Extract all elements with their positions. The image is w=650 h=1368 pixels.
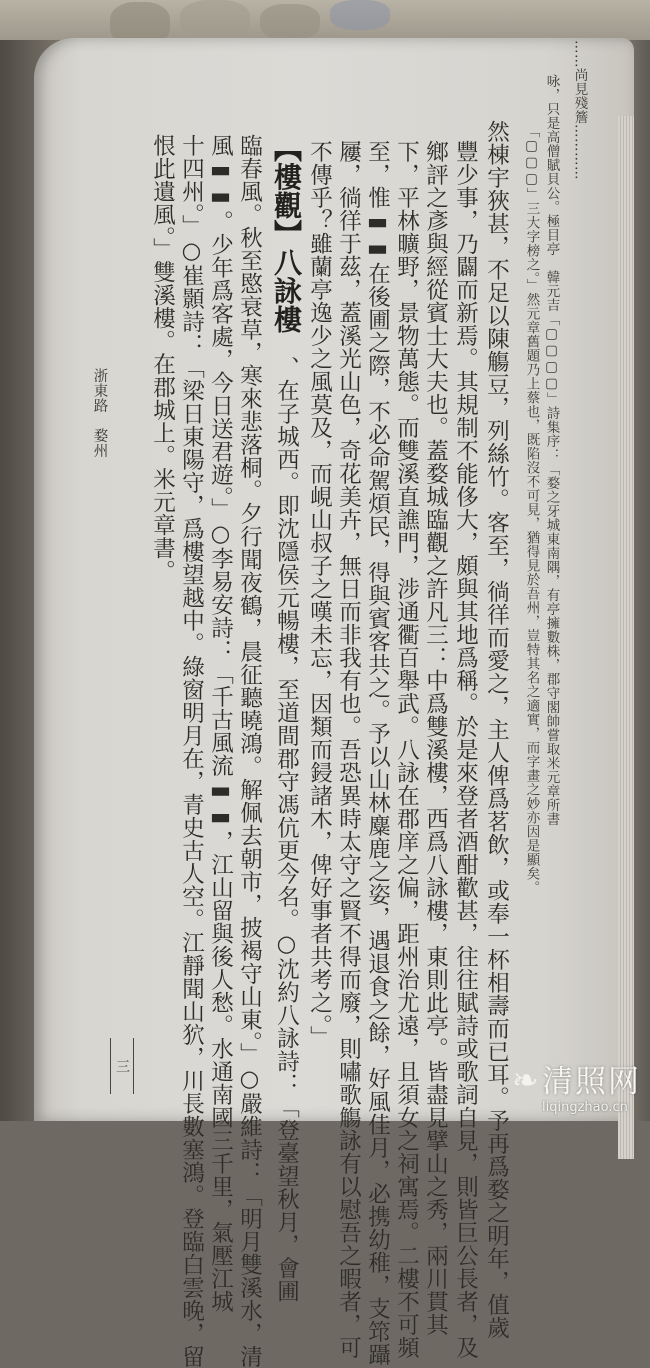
text-column-fragment: ……尚見殘簷………… — [571, 40, 588, 180]
section-heading: 【樓觀】八詠樓 — [270, 134, 303, 334]
running-head: 浙東路 婺州 — [91, 368, 108, 458]
text-column-5: 鄉評之彥與經從賓士大夫也。蓋婺城臨觀之許凡三：中爲雙溪樓，西爲八詠樓，東則此亭。皆盡見擘山之秀，兩川貫其 — [422, 140, 449, 1336]
text-column-9: 不傳乎？雖蘭亭逸少之風莫及，而峴山叔子之嘆未忘，因類而鋟諸木，俾好事者共考之。」 — [306, 140, 333, 1049]
text-column-3: 然棟宇狹甚，不足以陳觴豆，列絲竹。客至，徜徉而愛之，主人俾爲茗飲，或奉一杯相壽而已耳。予再爲婺之明年，值歲 — [483, 120, 510, 1339]
bg-figure — [260, 4, 320, 40]
page-edge — [618, 116, 634, 1159]
watermark-logo: 清照网 — [542, 1064, 641, 1100]
watermark — [508, 1056, 650, 1120]
text-column-1: 咏，只是高僧賦貝公。極目亭 韓元吉「▢▢▢▢」詩集序：「婺之牙城東南隅，有亭擁數株，郡守閣帥嘗取米元章所書 — [543, 74, 560, 826]
page-number — [110, 1038, 134, 1094]
text-column-14: 恨此遺風。」雙溪樓。在郡城上。米元章書。 — [149, 134, 176, 583]
text-column-6: 下，平林曠野，景物萬態。而雙溪直譙門，涉通衢百舉武。八詠在郡庠之偏，距州治尤遠，且須女之祠寓焉。二樓不可頻 — [393, 140, 420, 1359]
text-column-11: 臨春風。秋至愍衰草，寒來悲落桐。夕行聞夜鶴，晨征聽曉鴻。解佩去朝市，披褐守山東。」○嚴維詩：「明月雙溪水，清 — [236, 134, 263, 1368]
book-page — [34, 38, 634, 1368]
text-column-13: 十四州。」○崔顥詩：「梁日東陽守，爲樓望越中。綠窗明月在，青史古人空。江靜聞山狖，川長數塞鴻。登臨白雲晚，留 — [178, 134, 205, 1368]
bg-figure — [180, 0, 250, 40]
text-column-8: 屨，徜徉于茲，蓋溪光山色，奇花美卉，無日而非我有也。吾恐異時太守之賢不得而廢，則嘯歌觴詠有以慰吾之暇者，可 — [335, 140, 362, 1359]
text-column-2: 「▢▢▢」三大字榜之。」然元章舊題乃上蔡也，既陷沒不可見，猶得見於吾州，豈特其名之適實，而字畫之妙亦因是顯矣。 — [523, 124, 540, 895]
feather-icon: ❧ — [512, 1061, 539, 1099]
watermark-url: liqingzhao.cn — [542, 1100, 628, 1115]
text-column-4: 豐少事，乃闢而新焉。其規制不能侈大，頗與其地爲稱。於是來登者酒酣歡甚，往往賦詩或歌詞自見，則皆巨公長者，及 — [452, 140, 479, 1359]
text-column-7: 至，惟▬▬在後圃之際，不必命駕煩民，得與賓客共之。予以山林麋鹿之姿，遇退食之餘，好風佳月，必携幼稚，支筇躡 — [364, 140, 391, 1366]
page-number-text: 三 — [114, 1059, 130, 1073]
text-column-12: 風▬▬。少年爲客處，今日送君遊。」○李易安詩：「千古風流▬▬，江山留與後人愁。水通南國三千里，氣壓江城 — [207, 134, 234, 1314]
bg-shelf — [330, 0, 390, 30]
text-column-10: 、在子城西。即沈隱侯元暢樓，至道間郡守馮伉更今名。○沈約八詠詩：「登臺望秋月，會圃 — [273, 356, 300, 1303]
